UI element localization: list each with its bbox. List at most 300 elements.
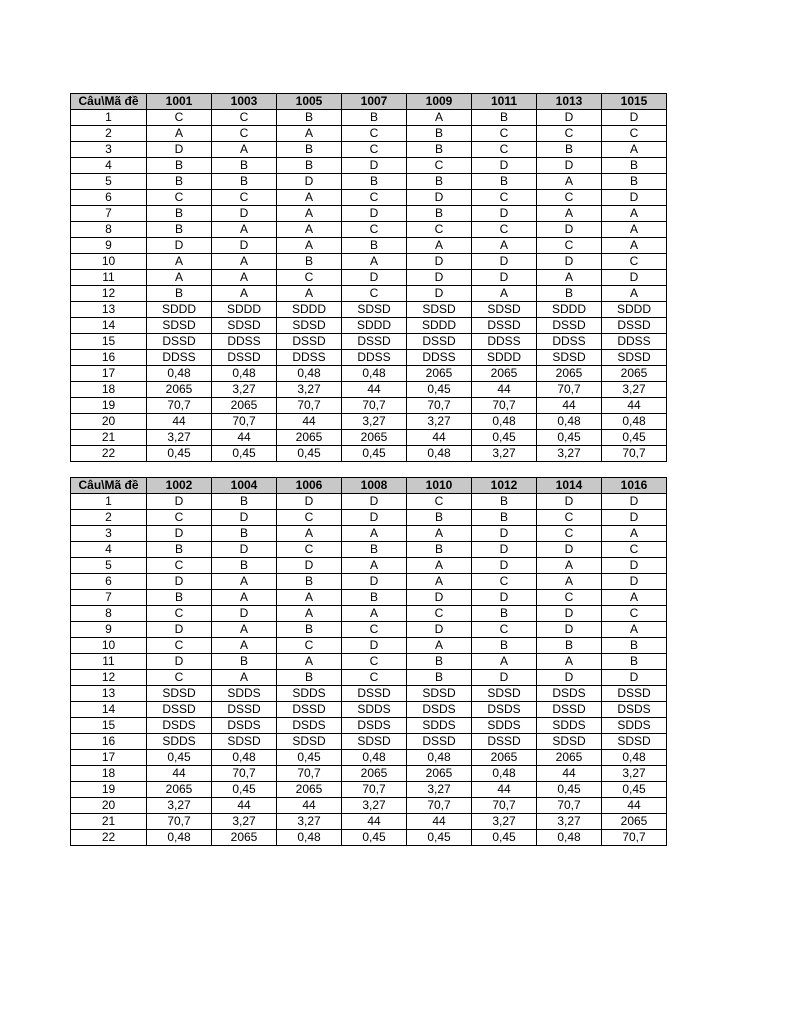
- answer-cell: D: [147, 526, 212, 542]
- answer-cell: D: [342, 270, 407, 286]
- table-row: [71, 782, 667, 798]
- answer-cell: B: [342, 110, 407, 126]
- answer-cell: B: [212, 494, 277, 510]
- answer-cell: D: [277, 174, 342, 190]
- answer-cell: 2065: [212, 830, 277, 846]
- table-row: [71, 254, 667, 270]
- answer-cell: D: [537, 542, 602, 558]
- answer-cell: A: [602, 206, 667, 222]
- answer-cell: B: [147, 206, 212, 222]
- answer-cell: B: [277, 158, 342, 174]
- answer-cell: 2065: [407, 366, 472, 382]
- answer-cell: SDDD: [472, 350, 537, 366]
- answer-cell: A: [407, 574, 472, 590]
- answer-cell: A: [212, 222, 277, 238]
- answer-cell: A: [212, 622, 277, 638]
- table-row: [71, 142, 667, 158]
- answer-cell: 2065: [537, 366, 602, 382]
- answer-cell: D: [537, 670, 602, 686]
- answer-cell: B: [212, 654, 277, 670]
- answer-cell: DSDS: [537, 686, 602, 702]
- answer-cell: C: [472, 190, 537, 206]
- answer-cell: 70,7: [212, 414, 277, 430]
- answer-cell: 70,7: [342, 782, 407, 798]
- answer-cell: C: [407, 158, 472, 174]
- table-row: [71, 830, 667, 846]
- table-header-row: [71, 478, 667, 494]
- answer-cell: DSDS: [407, 702, 472, 718]
- answer-cell: 2065: [537, 750, 602, 766]
- answer-cell: C: [472, 222, 537, 238]
- answer-cell: C: [212, 126, 277, 142]
- answer-cell: A: [407, 638, 472, 654]
- answer-cell: 0,45: [407, 830, 472, 846]
- answer-cell: B: [472, 638, 537, 654]
- table-row: [71, 318, 667, 334]
- answer-cell: A: [212, 254, 277, 270]
- answer-cell: D: [147, 238, 212, 254]
- answer-cell: C: [147, 638, 212, 654]
- answer-cell: A: [342, 606, 407, 622]
- answer-cell: D: [407, 190, 472, 206]
- question-number-cell: 19: [71, 782, 147, 798]
- answer-cell: 3,27: [472, 814, 537, 830]
- answer-cell: DDSS: [537, 334, 602, 350]
- answer-cell: C: [147, 510, 212, 526]
- answer-cell: B: [342, 542, 407, 558]
- answer-cell: D: [602, 510, 667, 526]
- header-exam-code: 1005: [277, 94, 342, 110]
- answer-cell: D: [342, 638, 407, 654]
- question-number-cell: 20: [71, 414, 147, 430]
- table-row: [71, 126, 667, 142]
- answer-cell: C: [147, 558, 212, 574]
- answer-cell: DSDS: [212, 718, 277, 734]
- answer-cell: D: [537, 622, 602, 638]
- table-row: [71, 494, 667, 510]
- answer-cell: 44: [407, 814, 472, 830]
- answer-cell: C: [342, 670, 407, 686]
- answer-cell: 3,27: [212, 814, 277, 830]
- answer-cell: 70,7: [602, 830, 667, 846]
- answer-cell: SDDS: [602, 718, 667, 734]
- answer-cell: 0,45: [277, 750, 342, 766]
- answer-cell: D: [602, 190, 667, 206]
- answer-cell: D: [472, 526, 537, 542]
- answer-cell: 2065: [147, 382, 212, 398]
- answer-cell: DDSS: [277, 350, 342, 366]
- answer-cell: B: [212, 558, 277, 574]
- answer-cell: A: [602, 622, 667, 638]
- answer-cell: C: [537, 510, 602, 526]
- answer-cell: 0,48: [147, 830, 212, 846]
- answer-cell: B: [277, 622, 342, 638]
- answer-cell: C: [277, 542, 342, 558]
- question-number-cell: 22: [71, 830, 147, 846]
- answer-cell: A: [212, 286, 277, 302]
- answer-cell: A: [407, 110, 472, 126]
- answer-cell: A: [277, 222, 342, 238]
- answer-cell: C: [342, 222, 407, 238]
- answer-cell: SDDD: [407, 318, 472, 334]
- answer-cell: B: [277, 574, 342, 590]
- answer-cell: D: [147, 574, 212, 590]
- answer-cell: A: [537, 574, 602, 590]
- answer-cell: A: [277, 206, 342, 222]
- answer-cell: 44: [342, 814, 407, 830]
- answer-cell: D: [602, 558, 667, 574]
- question-number-cell: 11: [71, 270, 147, 286]
- question-number-cell: 10: [71, 254, 147, 270]
- answer-cell: DSDS: [277, 718, 342, 734]
- answer-cell: B: [407, 206, 472, 222]
- answer-cell: 0,48: [342, 750, 407, 766]
- table-row: [71, 286, 667, 302]
- answer-cell: 3,27: [407, 414, 472, 430]
- answer-cell: SDSD: [407, 686, 472, 702]
- answer-cell: C: [342, 286, 407, 302]
- header-exam-code: 1011: [472, 94, 537, 110]
- answer-cell: 0,48: [602, 414, 667, 430]
- answer-cell: D: [602, 574, 667, 590]
- answer-cell: 44: [147, 414, 212, 430]
- header-question-code: Câu\Mã đề: [71, 94, 147, 110]
- answer-cell: DSDS: [602, 702, 667, 718]
- answer-cell: C: [277, 510, 342, 526]
- answer-cell: 3,27: [602, 382, 667, 398]
- answer-cell: C: [602, 126, 667, 142]
- header-exam-code: 1002: [147, 478, 212, 494]
- answer-cell: SDDS: [212, 686, 277, 702]
- answer-cell: D: [212, 238, 277, 254]
- answer-cell: C: [342, 142, 407, 158]
- answer-cell: A: [537, 206, 602, 222]
- answer-cell: C: [537, 190, 602, 206]
- answer-cell: SDSD: [602, 350, 667, 366]
- answer-cell: SDDS: [537, 718, 602, 734]
- question-number-cell: 13: [71, 686, 147, 702]
- answer-cell: 3,27: [277, 814, 342, 830]
- answer-cell: DDSS: [602, 334, 667, 350]
- answer-cell: B: [147, 286, 212, 302]
- answer-cell: B: [277, 254, 342, 270]
- answer-cell: A: [602, 286, 667, 302]
- answer-cell: A: [537, 270, 602, 286]
- answer-cell: 0,45: [537, 430, 602, 446]
- answer-cell: A: [147, 254, 212, 270]
- answer-cell: B: [212, 158, 277, 174]
- answer-cell: B: [602, 654, 667, 670]
- answer-cell: A: [147, 126, 212, 142]
- answer-cell: 70,7: [277, 398, 342, 414]
- answer-cell: A: [212, 574, 277, 590]
- answer-cell: 0,45: [602, 430, 667, 446]
- answer-cell: D: [147, 622, 212, 638]
- answer-cell: D: [277, 558, 342, 574]
- answer-cell: B: [407, 670, 472, 686]
- answer-cell: 70,7: [342, 398, 407, 414]
- answer-cell: C: [212, 110, 277, 126]
- answer-cell: B: [147, 542, 212, 558]
- answer-cell: 70,7: [537, 798, 602, 814]
- answer-cell: SDDD: [342, 318, 407, 334]
- answer-cell: SDSD: [537, 350, 602, 366]
- answer-cell: C: [342, 126, 407, 142]
- answer-cell: 0,48: [407, 446, 472, 462]
- answer-cell: A: [212, 270, 277, 286]
- table-row: [71, 606, 667, 622]
- answer-cell: B: [407, 654, 472, 670]
- answer-cell: D: [212, 606, 277, 622]
- answer-cell: DSSD: [602, 686, 667, 702]
- answer-cell: 0,45: [407, 382, 472, 398]
- answer-cell: 0,45: [212, 782, 277, 798]
- answer-cell: SDDS: [277, 686, 342, 702]
- answer-cell: DSDS: [342, 718, 407, 734]
- answer-cell: A: [407, 526, 472, 542]
- table-row: [71, 590, 667, 606]
- answer-cell: SDDD: [602, 302, 667, 318]
- answer-cell: 0,45: [472, 430, 537, 446]
- answer-cell: 2065: [407, 766, 472, 782]
- answer-cell: A: [277, 238, 342, 254]
- answer-cell: 70,7: [537, 382, 602, 398]
- answer-cell: 44: [407, 430, 472, 446]
- answer-cell: A: [277, 606, 342, 622]
- answer-cell: C: [342, 190, 407, 206]
- header-exam-code: 1004: [212, 478, 277, 494]
- answer-cell: 3,27: [602, 766, 667, 782]
- answer-cell: 3,27: [537, 814, 602, 830]
- answer-cell: DSSD: [342, 686, 407, 702]
- question-number-cell: 18: [71, 382, 147, 398]
- question-number-cell: 8: [71, 222, 147, 238]
- question-number-cell: 6: [71, 574, 147, 590]
- answer-cell: SDSD: [277, 734, 342, 750]
- answer-cell: 0,48: [277, 366, 342, 382]
- table-row: [71, 110, 667, 126]
- answer-cell: B: [407, 126, 472, 142]
- header-exam-code: 1013: [537, 94, 602, 110]
- answer-cell: 3,27: [342, 798, 407, 814]
- answer-cell: SDDS: [342, 702, 407, 718]
- answer-cell: A: [602, 238, 667, 254]
- table-row: [71, 766, 667, 782]
- answer-cell: DSSD: [342, 334, 407, 350]
- answer-cell: 0,48: [472, 766, 537, 782]
- answer-cell: C: [407, 606, 472, 622]
- answer-cell: DDSS: [212, 334, 277, 350]
- answer-cell: D: [147, 494, 212, 510]
- answer-cell: D: [342, 158, 407, 174]
- answer-cell: SDSD: [407, 302, 472, 318]
- answer-cell: A: [277, 126, 342, 142]
- answer-cell: B: [147, 174, 212, 190]
- answer-cell: D: [407, 590, 472, 606]
- answer-cell: C: [342, 654, 407, 670]
- answer-cell: SDDS: [147, 734, 212, 750]
- answer-cell: 70,7: [602, 446, 667, 462]
- answer-cell: SDSD: [277, 318, 342, 334]
- answer-cell: DDSS: [342, 350, 407, 366]
- answer-cell: A: [602, 222, 667, 238]
- answer-cell: A: [212, 638, 277, 654]
- answer-cell: 0,45: [147, 750, 212, 766]
- answer-cell: B: [602, 158, 667, 174]
- answer-cell: D: [212, 206, 277, 222]
- answer-cell: A: [342, 254, 407, 270]
- answer-cell: C: [147, 190, 212, 206]
- answer-cell: B: [342, 590, 407, 606]
- answer-cell: A: [147, 270, 212, 286]
- table-row: [71, 190, 667, 206]
- answer-cell: 0,45: [342, 830, 407, 846]
- question-number-cell: 1: [71, 494, 147, 510]
- table-row: [71, 510, 667, 526]
- answer-cell: 2065: [472, 366, 537, 382]
- question-number-cell: 12: [71, 670, 147, 686]
- answer-cell: B: [602, 174, 667, 190]
- table-row: [71, 542, 667, 558]
- answer-cell: B: [407, 174, 472, 190]
- answer-cell: SDDD: [212, 302, 277, 318]
- answer-cell: A: [602, 590, 667, 606]
- answer-cell: D: [342, 510, 407, 526]
- answer-cell: SDDD: [537, 302, 602, 318]
- answer-cell: 3,27: [472, 446, 537, 462]
- answer-cell: C: [472, 126, 537, 142]
- answer-cell: C: [147, 670, 212, 686]
- answer-cell: A: [277, 526, 342, 542]
- answer-cell: D: [602, 670, 667, 686]
- answer-cell: D: [407, 254, 472, 270]
- table-row: [71, 430, 667, 446]
- answer-cell: D: [472, 542, 537, 558]
- answer-cell: 44: [147, 766, 212, 782]
- answer-cell: C: [537, 126, 602, 142]
- answer-cell: A: [277, 286, 342, 302]
- answer-cell: C: [537, 238, 602, 254]
- table-row: [71, 366, 667, 382]
- answer-cell: SDDD: [277, 302, 342, 318]
- answer-cell: DSSD: [472, 734, 537, 750]
- answer-cell: 44: [277, 414, 342, 430]
- question-number-cell: 14: [71, 318, 147, 334]
- table-row: [71, 174, 667, 190]
- answer-cell: C: [602, 606, 667, 622]
- answer-cell: SDSD: [147, 686, 212, 702]
- answer-cell: 2065: [147, 782, 212, 798]
- header-exam-code: 1014: [537, 478, 602, 494]
- answer-cell: C: [147, 606, 212, 622]
- question-number-cell: 10: [71, 638, 147, 654]
- table-row: [71, 734, 667, 750]
- answer-cell: B: [472, 494, 537, 510]
- question-number-cell: 4: [71, 158, 147, 174]
- answer-cell: DSSD: [277, 702, 342, 718]
- answer-cell: D: [602, 494, 667, 510]
- answer-cell: 0,45: [537, 782, 602, 798]
- header-exam-code: 1012: [472, 478, 537, 494]
- answer-cell: 2065: [212, 398, 277, 414]
- answer-cell: B: [277, 670, 342, 686]
- answer-cell: A: [472, 238, 537, 254]
- answer-cell: C: [537, 526, 602, 542]
- question-number-cell: 22: [71, 446, 147, 462]
- answer-cell: DSSD: [537, 318, 602, 334]
- table-header-row: [71, 94, 667, 110]
- question-number-cell: 2: [71, 126, 147, 142]
- answer-cell: 3,27: [147, 798, 212, 814]
- answer-cell: C: [342, 622, 407, 638]
- table-row: [71, 270, 667, 286]
- answer-cell: D: [472, 270, 537, 286]
- answer-cell: 0,48: [277, 830, 342, 846]
- answer-cell: 0,45: [602, 782, 667, 798]
- answer-cell: 44: [537, 398, 602, 414]
- answer-cell: 0,45: [212, 446, 277, 462]
- answer-cell: A: [342, 558, 407, 574]
- answer-cell: SDSD: [537, 734, 602, 750]
- answer-cell: 44: [537, 766, 602, 782]
- answer-cell: A: [277, 190, 342, 206]
- answer-cell: C: [602, 254, 667, 270]
- answer-cell: B: [537, 638, 602, 654]
- table-row: [71, 574, 667, 590]
- answer-cell: DSDS: [472, 702, 537, 718]
- answer-cell: 44: [277, 798, 342, 814]
- question-number-cell: 3: [71, 142, 147, 158]
- question-number-cell: 15: [71, 718, 147, 734]
- question-number-cell: 13: [71, 302, 147, 318]
- answer-cell: SDDS: [407, 718, 472, 734]
- table-row: [71, 798, 667, 814]
- answer-cell: C: [212, 190, 277, 206]
- answer-cell: 44: [472, 382, 537, 398]
- answer-cell: 70,7: [277, 766, 342, 782]
- answer-cell: DDSS: [147, 350, 212, 366]
- answer-cell: A: [342, 526, 407, 542]
- answer-cell: SDSD: [342, 734, 407, 750]
- answer-cell: D: [342, 206, 407, 222]
- answer-cell: B: [277, 110, 342, 126]
- table-row: [71, 398, 667, 414]
- question-number-cell: 7: [71, 590, 147, 606]
- question-number-cell: 21: [71, 814, 147, 830]
- table-row: [71, 382, 667, 398]
- header-exam-code: 1001: [147, 94, 212, 110]
- answer-cell: 0,48: [342, 366, 407, 382]
- answer-cell: B: [147, 222, 212, 238]
- answer-cell: SDSD: [212, 734, 277, 750]
- answer-cell: D: [147, 142, 212, 158]
- answer-cell: 2065: [602, 814, 667, 830]
- header-exam-code: 1006: [277, 478, 342, 494]
- answer-cell: 0,48: [537, 414, 602, 430]
- table-row: [71, 718, 667, 734]
- answer-cell: DSDS: [147, 718, 212, 734]
- answer-cell: D: [537, 110, 602, 126]
- answer-cell: 2065: [342, 430, 407, 446]
- answer-cell: 70,7: [472, 798, 537, 814]
- answer-cell: DSSD: [277, 334, 342, 350]
- answer-cell: 70,7: [212, 766, 277, 782]
- question-number-cell: 8: [71, 606, 147, 622]
- answer-cell: SDSD: [472, 302, 537, 318]
- answer-cell: SDSD: [147, 318, 212, 334]
- answer-cell: D: [602, 110, 667, 126]
- question-number-cell: 2: [71, 510, 147, 526]
